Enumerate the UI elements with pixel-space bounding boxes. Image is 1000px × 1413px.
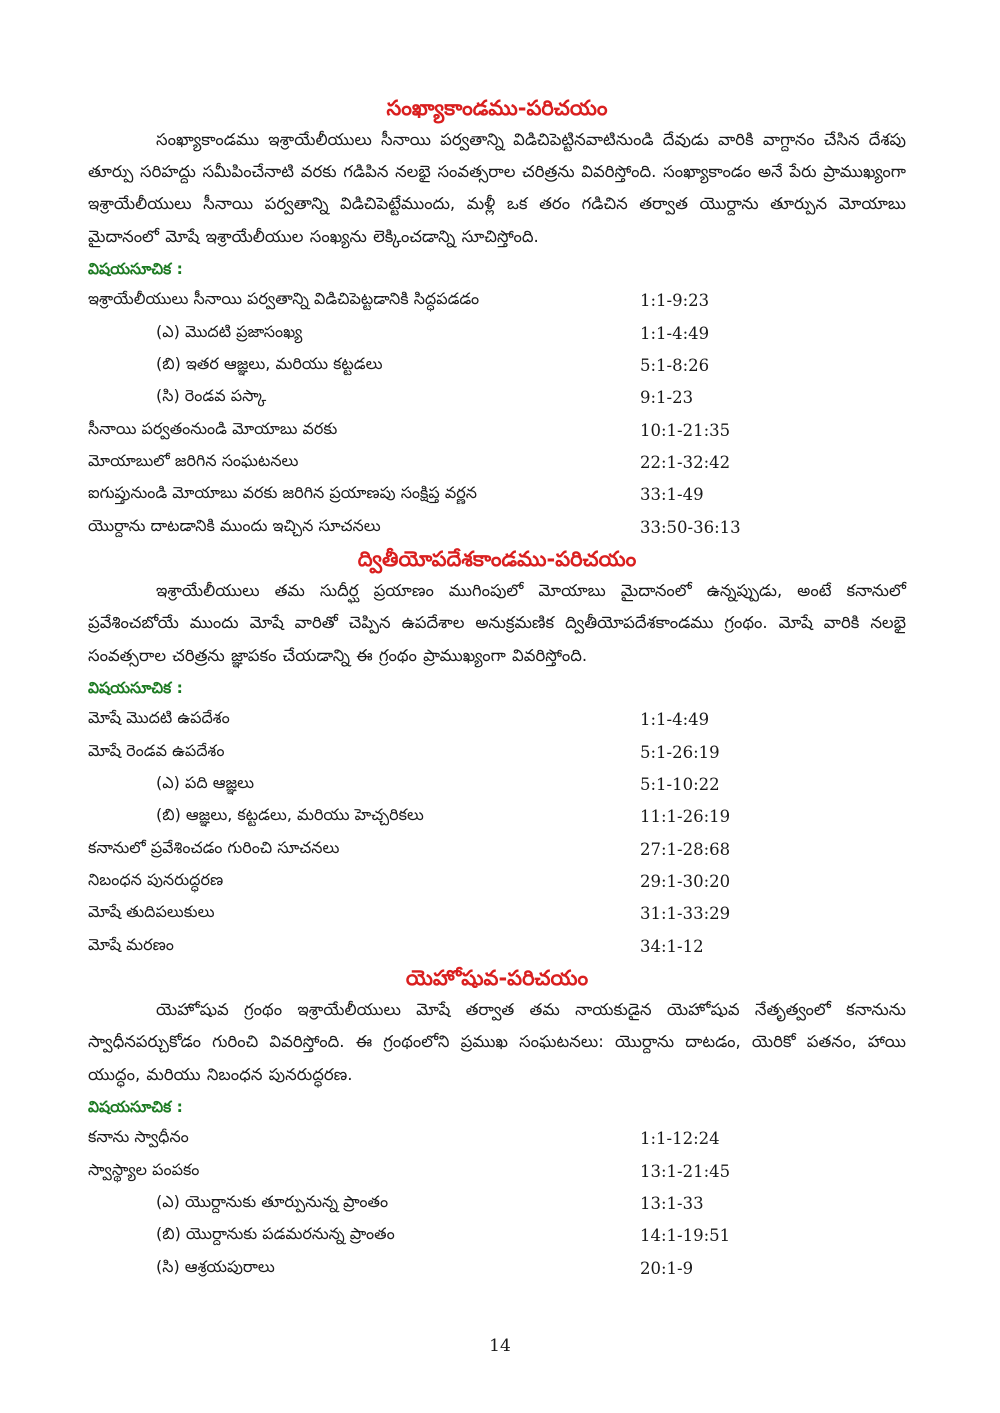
toc-heading: విషయసూచిక : [88, 1097, 183, 1116]
toc-list [88, 704, 906, 962]
toc-item [88, 511, 906, 543]
toc-item-label: ఇశ్రాయేలీయులు సీనాయి పర్వతాన్ని విడిచిపెట్టడానికి సిద్ధపడడం [88, 289, 480, 309]
section-intro: సంఖ్యాకాండము ఇశ్రాయేలీయులు సీనాయి పర్వతాన్ని విడిచిపెట్టినవాటినుండి దేవుడు వారికి వాగ్దానం చేసిన దేశపు తూర్పు సరిహద్దు సమీపించేనాటి వరకు గడిపిన నలభై సంవత్సరాల చరిత్రను వివరిస్తోంది. సంఖ్యాకాండం అనే పేరు ప్రాముఖ్యంగా ఇశ్రాయేలీయులు సీనాయి పర్వతాన్ని విడిచిపెట్టేముందు, మళ్లీ ఒక తరం గడిచిన తర్వాత యొర్దాను తూర్పున మోయాబు మైదానంలో మోషే ఇశ్రాయేలీయుల సంఖ్యను లెక్కించడాన్ని సూచిస్తోంది. [88, 130, 906, 246]
toc-item-label: మోషే మొదటి ఉపదేశం [88, 708, 230, 728]
toc-item-ref: 11:1-26:19 [640, 807, 731, 827]
toc-item [88, 833, 906, 865]
toc-item-label: ఐగుప్తునుండి మోయాబు వరకు జరిగిన ప్రయాణపు సంక్షిప్త వర్ణన [88, 483, 477, 503]
toc-item-label: మోషే తుదిపలుకులు [88, 902, 215, 922]
toc-item-ref: 33:1-49 [640, 485, 704, 505]
toc-item-label: సీనాయి పర్వతంనుండి మోయాబు వరకు [88, 418, 338, 438]
toc-item-ref: 5:1-26:19 [640, 742, 720, 762]
toc-item-label: యొర్దాను దాటడానికి ముందు ఇచ్చిన సూచనలు [88, 515, 381, 535]
toc-heading: విషయసూచిక : [88, 259, 183, 278]
section-title: ద్వితీయోపదేశకాండము-పరిచయం [357, 547, 637, 572]
toc-item [88, 801, 906, 833]
toc-item [88, 285, 906, 317]
toc-item-label: (బి) ఆజ్ఞలు, కట్టడలు, మరియు హెచ్చరికలు [156, 805, 424, 825]
toc-item-ref: 1:1-4:49 [640, 323, 710, 343]
toc-item [88, 479, 906, 511]
toc-item [88, 1123, 906, 1155]
toc-item-label: (బి) యొర్దానుకు పడమరనున్న ప్రాంతం [156, 1224, 395, 1244]
toc-item [88, 736, 906, 768]
toc-item-label: మోషే రెండవ ఉపదేశం [88, 740, 225, 760]
toc-item-label: స్వాస్థ్యాల పంపకం [88, 1159, 200, 1179]
section-title: సంఖ్యాకాండము-పరిచయం [386, 96, 608, 120]
toc-item-label: (ఎ) యొర్దానుకు తూర్పునున్న ప్రాంతం [156, 1192, 389, 1212]
page-content [88, 92, 906, 1284]
toc-item-ref: 13:1-21:45 [640, 1161, 731, 1181]
toc-item-ref: 34:1-12 [640, 936, 704, 956]
toc-item-ref: 13:1-33 [640, 1194, 704, 1214]
toc-item-label: మోషే మరణం [88, 934, 174, 954]
toc-item-label: నిబంధన పునరుద్ధరణ [88, 869, 224, 889]
toc-item [88, 1155, 906, 1187]
toc-list [88, 285, 906, 543]
toc-item-label: (సి) రెండవ పస్కా [156, 386, 267, 406]
toc-item-label: మోయాబులో జరిగిన సంఘటనలు [88, 450, 299, 470]
toc-item-ref: 20:1-9 [640, 1258, 694, 1278]
toc-item-ref: 5:1-10:22 [640, 775, 720, 795]
toc-item-ref: 9:1-23 [640, 388, 694, 408]
toc-item [88, 930, 906, 962]
toc-item [88, 768, 906, 800]
toc-item [88, 414, 906, 446]
toc-item [88, 349, 906, 381]
toc-item [88, 1187, 906, 1219]
toc-item [88, 382, 906, 414]
section-joshua [88, 962, 906, 1284]
toc-item-ref: 1:1-9:23 [640, 291, 710, 311]
toc-item-ref: 1:1-12:24 [640, 1129, 720, 1149]
toc-item-label: కనాను స్వాధీనం [88, 1127, 189, 1147]
toc-item [88, 865, 906, 897]
section-numbers [88, 92, 906, 543]
toc-item-ref: 29:1-30:20 [640, 871, 731, 891]
toc-item [88, 704, 906, 736]
toc-list [88, 1123, 906, 1284]
toc-item [88, 446, 906, 478]
toc-item-label: (ఎ) పది ఆజ్ఞలు [156, 773, 255, 793]
toc-item-label: (బి) ఇతర ఆజ్ఞలు, మరియు కట్టడలు [156, 354, 383, 374]
page-number: 14 [489, 1336, 511, 1356]
toc-item [88, 1252, 906, 1284]
toc-heading: విషయసూచిక : [88, 678, 183, 697]
section-intro: యెహోషువ గ్రంథం ఇశ్రాయేలీయులు మోషే తర్వాత తమ నాయకుడైన యెహోషువ నేతృత్వంలో కనానును స్వాధీనపర్చుకోడం గురించి వివరిస్తోంది. ఈ గ్రంథంలోని ప్రముఖ సంఘటనలు: యొర్దాను దాటడం, యెరికో పతనం, హాయి యుద్ధం, మరియు నిబంధన పునరుద్ధరణ. [88, 1000, 906, 1084]
section-intro: ఇశ్రాయేలీయులు తమ సుదీర్ఘ ప్రయాణం ముగింపులో మోయాబు మైదానంలో ఉన్నప్పుడు, అంటే కనానులో ప్రవేశించబోయే ముందు మోషే వారితో చెప్పిన ఉపదేశాల అనుక్రమణిక ద్వితీయోపదేశకాండము గ్రంథం. మోషే వారికి నలభై సంవత్సరాల చరిత్రను జ్ఞాపకం చేయడాన్ని ఈ గ్రంథం ప్రాముఖ్యంగా వివరిస్తోంది. [88, 581, 906, 665]
toc-item-label: (సి) ఆశ్రయపురాలు [156, 1256, 275, 1276]
toc-item-label: (ఎ) మొదటి ప్రజాసంఖ్య [156, 321, 303, 341]
section-deuteronomy [88, 543, 906, 962]
toc-item [88, 1220, 906, 1252]
toc-item-ref: 27:1-28:68 [640, 839, 731, 859]
toc-item-ref: 31:1-33:29 [640, 904, 731, 924]
toc-item-ref: 33:50-36:13 [640, 517, 741, 537]
toc-item [88, 317, 906, 349]
toc-item-ref: 10:1-21:35 [640, 420, 731, 440]
toc-item-ref: 5:1-8:26 [640, 356, 710, 376]
toc-item [88, 898, 906, 930]
toc-item-ref: 14:1-19:51 [640, 1226, 731, 1246]
toc-item-ref: 22:1-32:42 [640, 452, 731, 472]
toc-item-ref: 1:1-4:49 [640, 710, 710, 730]
section-title: యెహోషువ-పరిచయం [405, 966, 589, 991]
toc-item-label: కనానులో ప్రవేశించడం గురించి సూచనలు [88, 837, 340, 857]
